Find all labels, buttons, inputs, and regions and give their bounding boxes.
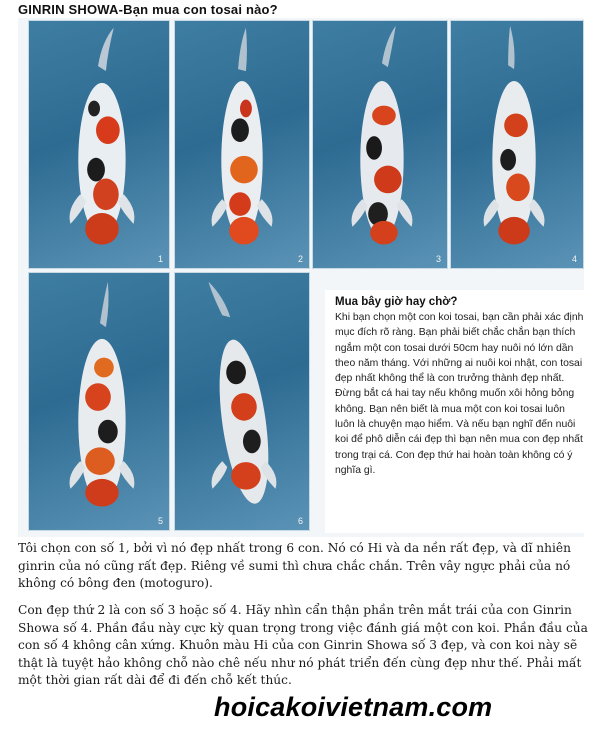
page-title: GINRIN SHOWA-Bạn mua con tosai nào?	[18, 2, 278, 17]
panel-heading: Mua bây giờ hay chờ?	[335, 296, 458, 308]
koi-photo-5[interactable]	[28, 272, 170, 531]
article-paragraph-1: Tôi chọn con số 1, bởi vì nó đẹp nhất trong 6 con. Nó có Hi và da nền rất đẹp, và dĩ nhiên ginrin của nó cũng rất đẹp. Riêng về sumi thì chưa chắc chắn. Trên vây ngực phải của nó không có bông đen (motoguro).	[18, 541, 571, 590]
koi-fish-3-image	[313, 21, 447, 268]
photo-number-6: 6	[297, 516, 303, 526]
photo-number-1: 1	[157, 254, 163, 264]
photo-number-3: 3	[435, 254, 441, 264]
koi-fish-1-image	[29, 21, 169, 268]
koi-fish-4-image	[451, 21, 583, 268]
koi-fish-2-image	[175, 21, 309, 268]
koi-fish-6-image	[175, 273, 309, 530]
photo-number-5: 5	[157, 516, 163, 526]
koi-photo-3[interactable]	[312, 20, 448, 269]
photo-number-4: 4	[571, 254, 577, 264]
koi-photo-4[interactable]	[450, 20, 584, 269]
koi-photo-1[interactable]	[28, 20, 170, 269]
koi-fish-5-image	[29, 273, 169, 530]
site-watermark: hoicakoivietnam.com	[214, 692, 493, 722]
koi-photo-6[interactable]	[174, 272, 310, 531]
article-paragraph-2: Con đẹp thứ 2 là con số 3 hoặc số 4. Hãy nhìn cẩn thận phần trên mắt trái của con Ginrin Showa số 4. Phần đầu này cực kỳ quan trọng trong việc đánh giá một con koi. Phần đầu của con số 4 không cân xứng. Khuôn màu Hi của con Ginrin Showa số 3 đẹp, và con koi này sẽ thật là tuyệt hảo không chỗ nào chê nếu như nó phát triển đến cùng đẹp như thế. Phải mất một thời gian rất dài để đi đến chỗ kết thúc.	[18, 603, 588, 687]
panel-body: Khi bạn chọn một con koi tosai, bạn cần phải xác định mục đích rõ ràng. Bạn phải biết chắc chắn bạn thích ngắm một con tosai dưới 50cm hay nuôi nó lớn dần theo năm tháng. Với những ai nuôi koi nhật, con tosai đẹp nhất không thể là con trưởng thành đẹp nhất. Đừng bắt cá hai tay nếu không muốn xôi hỏng bỏng không. Bạn nên biết là mua một con koi tosai luôn luôn là chuyện mạo hiểm. Và nếu bạn nghĩ đến nuôi koi để phô diễn cái đẹp thì bạn nên mua con đẹp nhất trong trại cá. Con đẹp thứ hai hoàn toàn không có ý nghĩa gì.	[335, 312, 584, 476]
sidebar-text-panel	[325, 290, 594, 533]
photo-number-2: 2	[297, 254, 303, 264]
magazine-spread	[18, 18, 584, 537]
koi-photo-2[interactable]	[174, 20, 310, 269]
